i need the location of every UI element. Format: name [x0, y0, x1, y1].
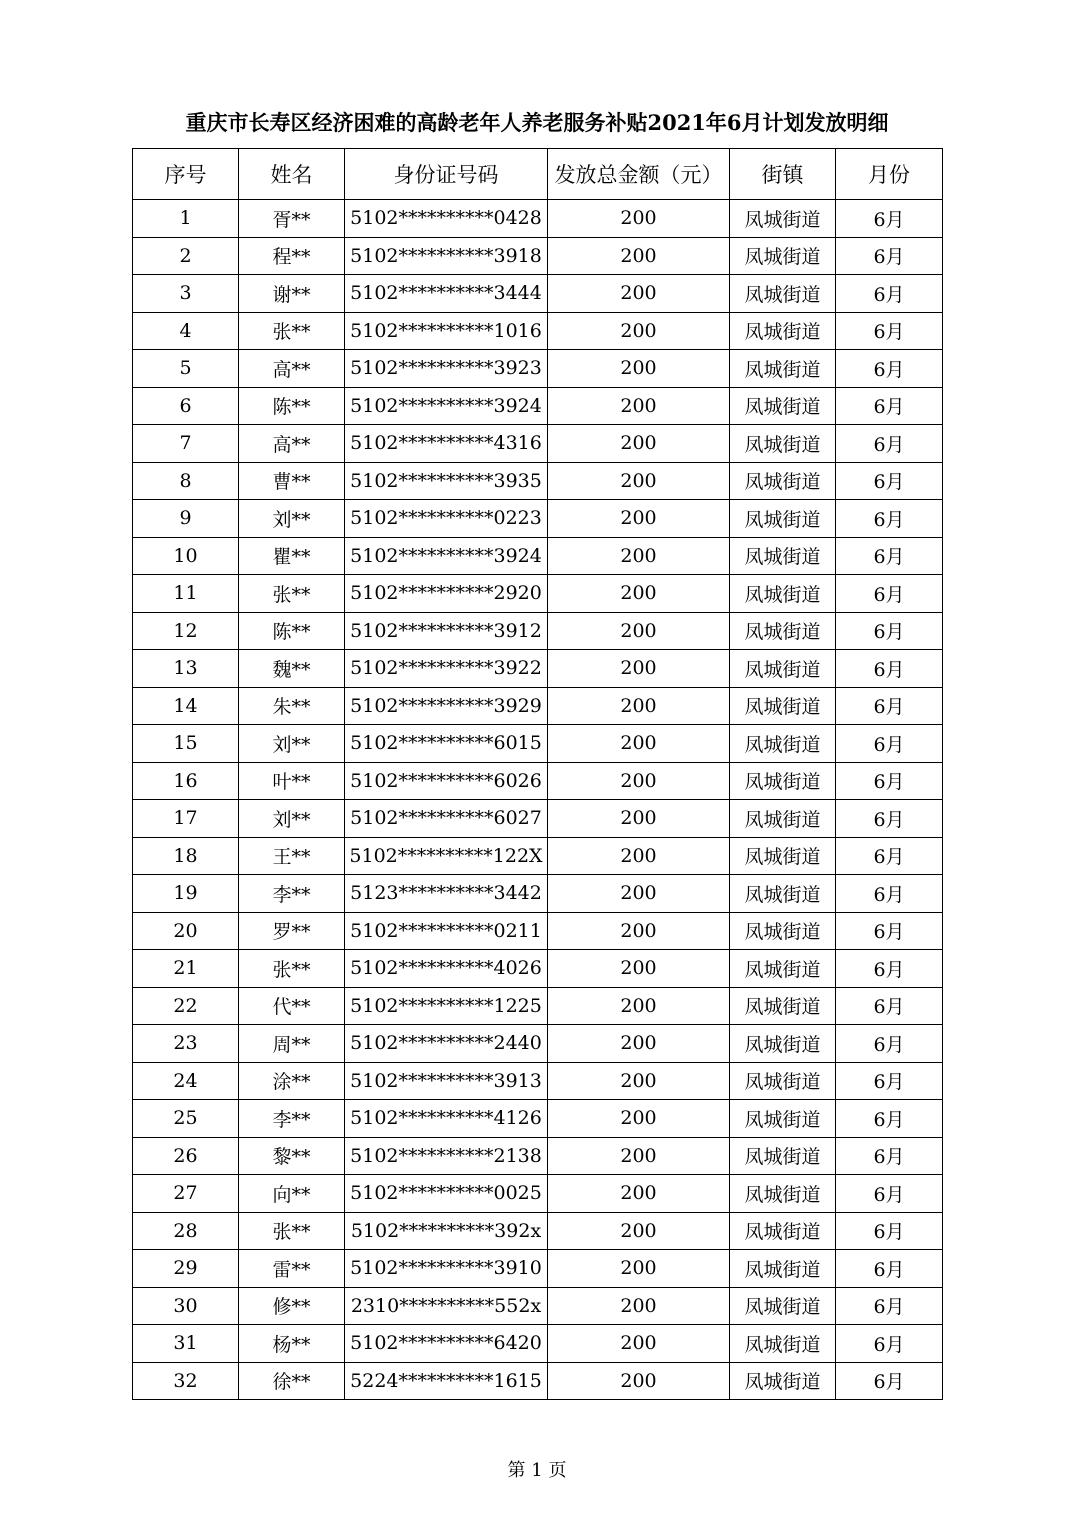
- cell-month: 6月: [836, 725, 943, 763]
- cell-name: 谢**: [239, 275, 345, 313]
- cell-amount: 200: [548, 837, 730, 875]
- cell-amount: 200: [548, 800, 730, 838]
- cell-id: 5102**********3924: [345, 537, 548, 575]
- cell-no: 18: [133, 837, 239, 875]
- cell-name: 杨**: [239, 1325, 345, 1363]
- cell-town: 凤城街道: [730, 312, 836, 350]
- cell-town: 凤城街道: [730, 837, 836, 875]
- cell-no: 26: [133, 1137, 239, 1175]
- cell-amount: 200: [548, 1287, 730, 1325]
- cell-id: 5102**********3913: [345, 1062, 548, 1100]
- cell-id: 5102**********6026: [345, 762, 548, 800]
- cell-month: 6月: [836, 200, 943, 238]
- cell-month: 6月: [836, 462, 943, 500]
- table-row: [133, 912, 943, 950]
- table-row: [133, 312, 943, 350]
- cell-name: 李**: [239, 875, 345, 913]
- cell-month: 6月: [836, 350, 943, 388]
- cell-id: 5102**********3918: [345, 237, 548, 275]
- cell-month: 6月: [836, 237, 943, 275]
- table-row: [133, 537, 943, 575]
- table-row: [133, 875, 943, 913]
- cell-amount: 200: [548, 650, 730, 688]
- cell-amount: 200: [548, 762, 730, 800]
- cell-amount: 200: [548, 1325, 730, 1363]
- cell-town: 凤城街道: [730, 1212, 836, 1250]
- cell-no: 16: [133, 762, 239, 800]
- cell-town: 凤城街道: [730, 1100, 836, 1138]
- cell-town: 凤城街道: [730, 1362, 836, 1400]
- cell-town: 凤城街道: [730, 1025, 836, 1063]
- table-body: [133, 200, 943, 1400]
- table-row: [133, 500, 943, 538]
- cell-amount: 200: [548, 875, 730, 913]
- table-row: [133, 1287, 943, 1325]
- cell-month: 6月: [836, 837, 943, 875]
- cell-no: 31: [133, 1325, 239, 1363]
- cell-name: 罗**: [239, 912, 345, 950]
- table-row: [133, 837, 943, 875]
- cell-no: 3: [133, 275, 239, 313]
- cell-id: 5102**********3922: [345, 650, 548, 688]
- cell-month: 6月: [836, 1175, 943, 1213]
- table-row: [133, 350, 943, 388]
- cell-town: 凤城街道: [730, 537, 836, 575]
- cell-month: 6月: [836, 1100, 943, 1138]
- cell-name: 王**: [239, 837, 345, 875]
- cell-name: 徐**: [239, 1362, 345, 1400]
- cell-id: 2310**********552x: [345, 1287, 548, 1325]
- table-row: [133, 1362, 943, 1400]
- cell-month: 6月: [836, 1137, 943, 1175]
- cell-amount: 200: [548, 1250, 730, 1288]
- table-row: [133, 687, 943, 725]
- cell-no: 2: [133, 237, 239, 275]
- cell-town: 凤城街道: [730, 987, 836, 1025]
- cell-no: 7: [133, 425, 239, 463]
- cell-amount: 200: [548, 350, 730, 388]
- cell-town: 凤城街道: [730, 800, 836, 838]
- cell-month: 6月: [836, 1287, 943, 1325]
- cell-no: 24: [133, 1062, 239, 1100]
- cell-no: 10: [133, 537, 239, 575]
- cell-town: 凤城街道: [730, 387, 836, 425]
- cell-town: 凤城街道: [730, 875, 836, 913]
- cell-month: 6月: [836, 1062, 943, 1100]
- cell-id: 5102**********3935: [345, 462, 548, 500]
- cell-name: 刘**: [239, 725, 345, 763]
- table-row: [133, 387, 943, 425]
- table-header-row: [133, 149, 943, 200]
- cell-no: 32: [133, 1362, 239, 1400]
- page-number: 第 1 页: [507, 1460, 567, 1481]
- cell-id: 5102**********3912: [345, 612, 548, 650]
- table-row: [133, 1250, 943, 1288]
- cell-amount: 200: [548, 425, 730, 463]
- cell-amount: 200: [548, 612, 730, 650]
- cell-month: 6月: [836, 687, 943, 725]
- cell-id: 5102**********6420: [345, 1325, 548, 1363]
- cell-id: 5102**********122X: [345, 837, 548, 875]
- cell-id: 5102**********0025: [345, 1175, 548, 1213]
- cell-amount: 200: [548, 387, 730, 425]
- cell-name: 陈**: [239, 387, 345, 425]
- cell-id: 5102**********3929: [345, 687, 548, 725]
- cell-no: 20: [133, 912, 239, 950]
- cell-amount: 200: [548, 500, 730, 538]
- cell-town: 凤城街道: [730, 1250, 836, 1288]
- cell-id: 5102**********0211: [345, 912, 548, 950]
- cell-town: 凤城街道: [730, 425, 836, 463]
- cell-no: 4: [133, 312, 239, 350]
- cell-town: 凤城街道: [730, 950, 836, 988]
- cell-no: 21: [133, 950, 239, 988]
- cell-no: 9: [133, 500, 239, 538]
- cell-town: 凤城街道: [730, 200, 836, 238]
- table-row: [133, 200, 943, 238]
- cell-no: 19: [133, 875, 239, 913]
- cell-month: 6月: [836, 987, 943, 1025]
- cell-amount: 200: [548, 1025, 730, 1063]
- cell-name: 张**: [239, 1212, 345, 1250]
- cell-name: 高**: [239, 425, 345, 463]
- cell-month: 6月: [836, 1212, 943, 1250]
- cell-id: 5102**********2138: [345, 1137, 548, 1175]
- cell-no: 17: [133, 800, 239, 838]
- table-row: [133, 612, 943, 650]
- cell-id: 5102**********3444: [345, 275, 548, 313]
- cell-month: 6月: [836, 387, 943, 425]
- cell-name: 高**: [239, 350, 345, 388]
- cell-town: 凤城街道: [730, 1137, 836, 1175]
- cell-amount: 200: [548, 950, 730, 988]
- table-row: [133, 1175, 943, 1213]
- cell-month: 6月: [836, 425, 943, 463]
- cell-name: 刘**: [239, 800, 345, 838]
- cell-id: 5102**********4316: [345, 425, 548, 463]
- cell-name: 张**: [239, 312, 345, 350]
- cell-month: 6月: [836, 575, 943, 613]
- cell-amount: 200: [548, 687, 730, 725]
- cell-town: 凤城街道: [730, 275, 836, 313]
- cell-name: 叶**: [239, 762, 345, 800]
- table-row: [133, 1062, 943, 1100]
- cell-name: 瞿**: [239, 537, 345, 575]
- cell-amount: 200: [548, 1175, 730, 1213]
- cell-month: 6月: [836, 1362, 943, 1400]
- table-row: [133, 237, 943, 275]
- cell-name: 胥**: [239, 200, 345, 238]
- cell-no: 6: [133, 387, 239, 425]
- cell-town: 凤城街道: [730, 575, 836, 613]
- cell-town: 凤城街道: [730, 687, 836, 725]
- cell-amount: 200: [548, 725, 730, 763]
- table-row: [133, 575, 943, 613]
- cell-month: 6月: [836, 1250, 943, 1288]
- cell-id: 5102**********6027: [345, 800, 548, 838]
- column-header-id: 身份证号码: [345, 149, 548, 200]
- cell-amount: 200: [548, 1137, 730, 1175]
- table-row: [133, 275, 943, 313]
- cell-name: 涂**: [239, 1062, 345, 1100]
- cell-month: 6月: [836, 312, 943, 350]
- cell-name: 魏**: [239, 650, 345, 688]
- cell-town: 凤城街道: [730, 500, 836, 538]
- cell-amount: 200: [548, 200, 730, 238]
- cell-name: 李**: [239, 1100, 345, 1138]
- cell-month: 6月: [836, 912, 943, 950]
- table-row: [133, 462, 943, 500]
- cell-no: 5: [133, 350, 239, 388]
- cell-id: 5102**********3910: [345, 1250, 548, 1288]
- cell-name: 程**: [239, 237, 345, 275]
- cell-town: 凤城街道: [730, 612, 836, 650]
- cell-town: 凤城街道: [730, 912, 836, 950]
- cell-id: 5102**********3924: [345, 387, 548, 425]
- cell-amount: 200: [548, 1100, 730, 1138]
- cell-month: 6月: [836, 275, 943, 313]
- cell-no: 28: [133, 1212, 239, 1250]
- cell-id: 5123**********3442: [345, 875, 548, 913]
- cell-id: 5102**********2440: [345, 1025, 548, 1063]
- cell-amount: 200: [548, 537, 730, 575]
- table-row: [133, 650, 943, 688]
- cell-no: 15: [133, 725, 239, 763]
- cell-month: 6月: [836, 500, 943, 538]
- cell-month: 6月: [836, 650, 943, 688]
- cell-name: 周**: [239, 1025, 345, 1063]
- cell-no: 8: [133, 462, 239, 500]
- cell-id: 5102**********4026: [345, 950, 548, 988]
- cell-name: 代**: [239, 987, 345, 1025]
- table-row: [133, 1137, 943, 1175]
- cell-no: 27: [133, 1175, 239, 1213]
- cell-amount: 200: [548, 1362, 730, 1400]
- table-row: [133, 1025, 943, 1063]
- cell-name: 张**: [239, 575, 345, 613]
- cell-town: 凤城街道: [730, 1175, 836, 1213]
- cell-town: 凤城街道: [730, 1062, 836, 1100]
- cell-name: 张**: [239, 950, 345, 988]
- cell-id: 5224**********1615: [345, 1362, 548, 1400]
- cell-amount: 200: [548, 1212, 730, 1250]
- cell-town: 凤城街道: [730, 725, 836, 763]
- cell-amount: 200: [548, 462, 730, 500]
- table-row: [133, 987, 943, 1025]
- column-header-no: 序号: [133, 149, 239, 200]
- cell-name: 黎**: [239, 1137, 345, 1175]
- cell-id: 5102**********0428: [345, 200, 548, 238]
- table-row: [133, 725, 943, 763]
- cell-name: 修**: [239, 1287, 345, 1325]
- cell-amount: 200: [548, 575, 730, 613]
- table-row: [133, 950, 943, 988]
- cell-amount: 200: [548, 987, 730, 1025]
- document-title: 重庆市长寿区经济困难的高龄老年人养老服务补贴2021年6月计划发放明细: [185, 110, 889, 135]
- cell-month: 6月: [836, 800, 943, 838]
- cell-amount: 200: [548, 312, 730, 350]
- cell-month: 6月: [836, 612, 943, 650]
- cell-name: 向**: [239, 1175, 345, 1213]
- cell-no: 12: [133, 612, 239, 650]
- cell-town: 凤城街道: [730, 1287, 836, 1325]
- cell-town: 凤城街道: [730, 762, 836, 800]
- column-header-amount: 发放总金额（元）: [548, 149, 730, 200]
- cell-id: 5102**********392x: [345, 1212, 548, 1250]
- cell-town: 凤城街道: [730, 462, 836, 500]
- cell-no: 11: [133, 575, 239, 613]
- cell-month: 6月: [836, 1025, 943, 1063]
- table-row: [133, 425, 943, 463]
- table-row: [133, 800, 943, 838]
- cell-name: 雷**: [239, 1250, 345, 1288]
- cell-amount: 200: [548, 912, 730, 950]
- table-row: [133, 1212, 943, 1250]
- table-row: [133, 1100, 943, 1138]
- cell-name: 刘**: [239, 500, 345, 538]
- cell-id: 5102**********4126: [345, 1100, 548, 1138]
- cell-month: 6月: [836, 875, 943, 913]
- cell-id: 5102**********1016: [345, 312, 548, 350]
- cell-id: 5102**********0223: [345, 500, 548, 538]
- column-header-month: 月份: [836, 149, 943, 200]
- cell-name: 陈**: [239, 612, 345, 650]
- cell-month: 6月: [836, 762, 943, 800]
- cell-no: 1: [133, 200, 239, 238]
- cell-month: 6月: [836, 537, 943, 575]
- cell-id: 5102**********2920: [345, 575, 548, 613]
- cell-name: 朱**: [239, 687, 345, 725]
- cell-name: 曹**: [239, 462, 345, 500]
- cell-no: 13: [133, 650, 239, 688]
- cell-amount: 200: [548, 275, 730, 313]
- table-row: [133, 762, 943, 800]
- cell-no: 14: [133, 687, 239, 725]
- column-header-name: 姓名: [239, 149, 345, 200]
- cell-no: 22: [133, 987, 239, 1025]
- cell-town: 凤城街道: [730, 650, 836, 688]
- column-header-town: 街镇: [730, 149, 836, 200]
- cell-no: 29: [133, 1250, 239, 1288]
- cell-town: 凤城街道: [730, 1325, 836, 1363]
- cell-id: 5102**********1225: [345, 987, 548, 1025]
- table-row: [133, 1325, 943, 1363]
- cell-town: 凤城街道: [730, 350, 836, 388]
- cell-id: 5102**********3923: [345, 350, 548, 388]
- cell-amount: 200: [548, 1062, 730, 1100]
- cell-no: 25: [133, 1100, 239, 1138]
- cell-id: 5102**********6015: [345, 725, 548, 763]
- cell-month: 6月: [836, 1325, 943, 1363]
- cell-no: 23: [133, 1025, 239, 1063]
- cell-no: 30: [133, 1287, 239, 1325]
- cell-month: 6月: [836, 950, 943, 988]
- cell-amount: 200: [548, 237, 730, 275]
- cell-town: 凤城街道: [730, 237, 836, 275]
- subsidy-table: [132, 148, 943, 1400]
